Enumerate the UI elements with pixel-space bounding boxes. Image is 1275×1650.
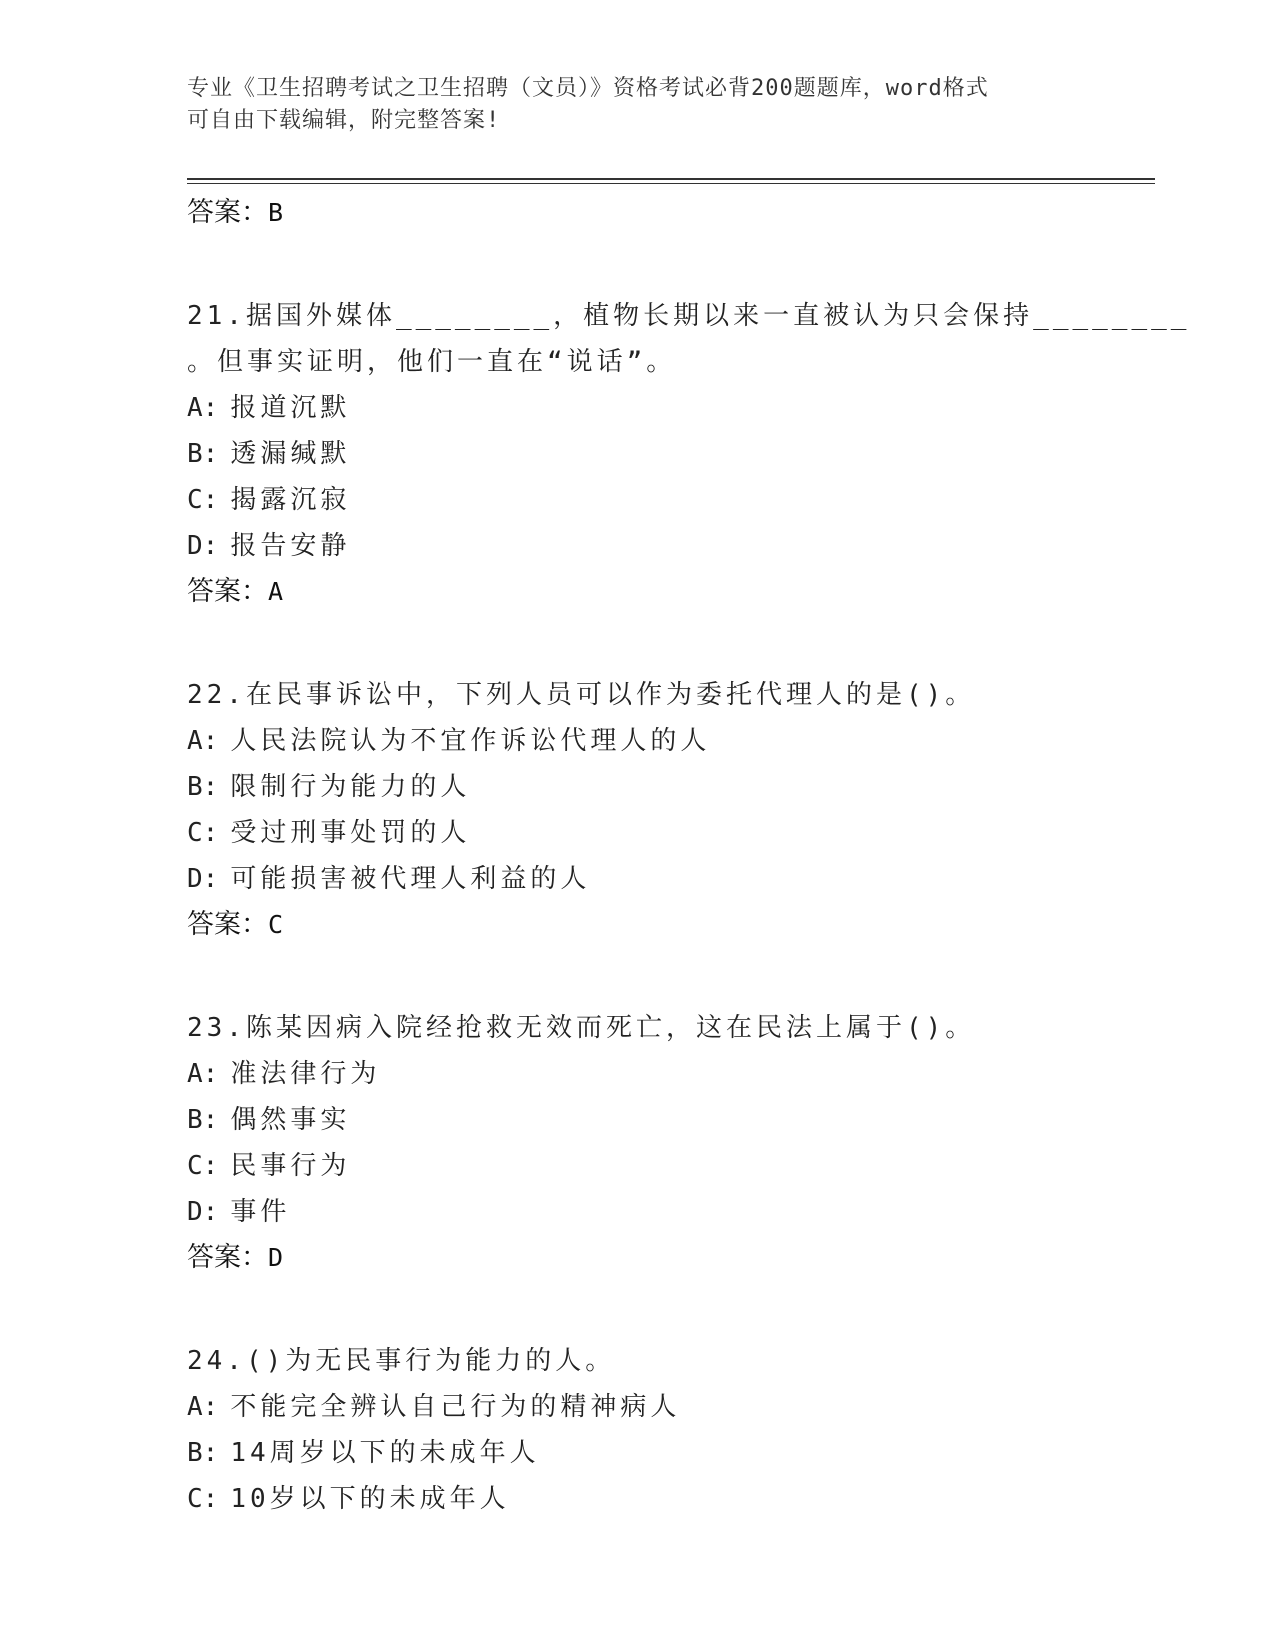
option-label: C: <box>187 1151 219 1181</box>
question-answer <box>187 569 1087 615</box>
option-label: C: <box>187 818 219 848</box>
option-label: A: <box>187 393 219 423</box>
option-label: C: <box>187 1484 219 1514</box>
option-label: B: <box>187 772 219 802</box>
option-d <box>187 1189 1087 1235</box>
question-21 <box>187 293 1191 615</box>
option-text: 人民法院认为不宜作诉讼代理人的人 <box>230 726 711 756</box>
option-text: 可能损害被代理人利益的人 <box>230 864 591 894</box>
option-text: 准法律行为 <box>230 1059 381 1089</box>
question-stem: 23.陈某因病入院经抢救无效而死亡，这在民法上属于()。 <box>187 1013 976 1043</box>
answer-letter: A <box>268 577 284 606</box>
option-text: 不能完全辨认自己行为的精神病人 <box>230 1392 681 1422</box>
question-stem: 22.在民事诉讼中，下列人员可以作为委托代理人的是()。 <box>187 680 976 710</box>
option-text: 民事行为 <box>230 1151 351 1181</box>
option-text: 透漏缄默 <box>230 439 351 469</box>
option-label: B: <box>187 1105 219 1135</box>
option-b <box>187 764 1087 810</box>
header-title-line-1: 专业《卫生招聘考试之卫生招聘（文员）》资格考试必背200题题库，word格式 <box>187 76 989 101</box>
question-stem-continued: 。但事实证明，他们一直在“说话”。 <box>187 347 677 377</box>
answer-prefix: 答案： <box>187 1242 268 1273</box>
option-c <box>187 1143 1087 1189</box>
option-d <box>187 523 1087 569</box>
option-text: 报告安静 <box>230 531 351 561</box>
option-label: D: <box>187 1197 219 1227</box>
question-answer <box>187 902 1087 948</box>
answer-prefix: 答案： <box>187 197 268 228</box>
option-text: 偶然事实 <box>230 1105 351 1135</box>
option-a <box>187 385 1087 431</box>
option-label: A: <box>187 1059 219 1089</box>
option-label: B: <box>187 1438 219 1468</box>
option-label: A: <box>187 1392 219 1422</box>
previous-question-answer <box>187 190 1087 236</box>
question-24 <box>187 1338 1087 1522</box>
option-b <box>187 431 1087 477</box>
answer-prefix: 答案： <box>187 576 268 607</box>
page-header <box>187 73 1087 137</box>
option-a <box>187 718 1087 764</box>
option-text: 10岁以下的未成年人 <box>230 1484 510 1514</box>
question-22 <box>187 672 1087 948</box>
option-b <box>187 1097 1087 1143</box>
question-23 <box>187 1005 1087 1281</box>
question-answer <box>187 1235 1087 1281</box>
option-label: C: <box>187 485 219 515</box>
option-d <box>187 856 1087 902</box>
option-c <box>187 1476 1087 1522</box>
answer-letter: C <box>268 910 284 939</box>
option-a <box>187 1384 1087 1430</box>
header-divider-thin <box>187 183 1155 184</box>
option-text: 受过刑事处罚的人 <box>230 818 471 848</box>
option-text: 揭露沉寂 <box>230 485 351 515</box>
option-label: D: <box>187 531 219 561</box>
option-label: A: <box>187 726 219 756</box>
option-c <box>187 810 1087 856</box>
option-text: 14周岁以下的未成年人 <box>230 1438 540 1468</box>
option-label: B: <box>187 439 219 469</box>
answer-letter: D <box>268 1243 284 1272</box>
option-text: 事件 <box>230 1197 291 1227</box>
option-b <box>187 1430 1087 1476</box>
question-stem: 24.()为无民事行为能力的人。 <box>187 1346 616 1376</box>
option-a <box>187 1051 1087 1097</box>
header-title-line-2: 可自由下载编辑，附完整答案! <box>187 108 501 133</box>
option-c <box>187 477 1087 523</box>
option-label: D: <box>187 864 219 894</box>
header-divider-thick <box>187 178 1155 180</box>
answer-prefix: 答案： <box>187 909 268 940</box>
option-text: 报道沉默 <box>230 393 351 423</box>
question-list <box>187 190 1191 1522</box>
question-stem: 21.据国外媒体________，植物长期以来一直被认为只会保持________ <box>187 301 1191 331</box>
answer-letter: B <box>268 198 284 227</box>
option-text: 限制行为能力的人 <box>230 772 471 802</box>
